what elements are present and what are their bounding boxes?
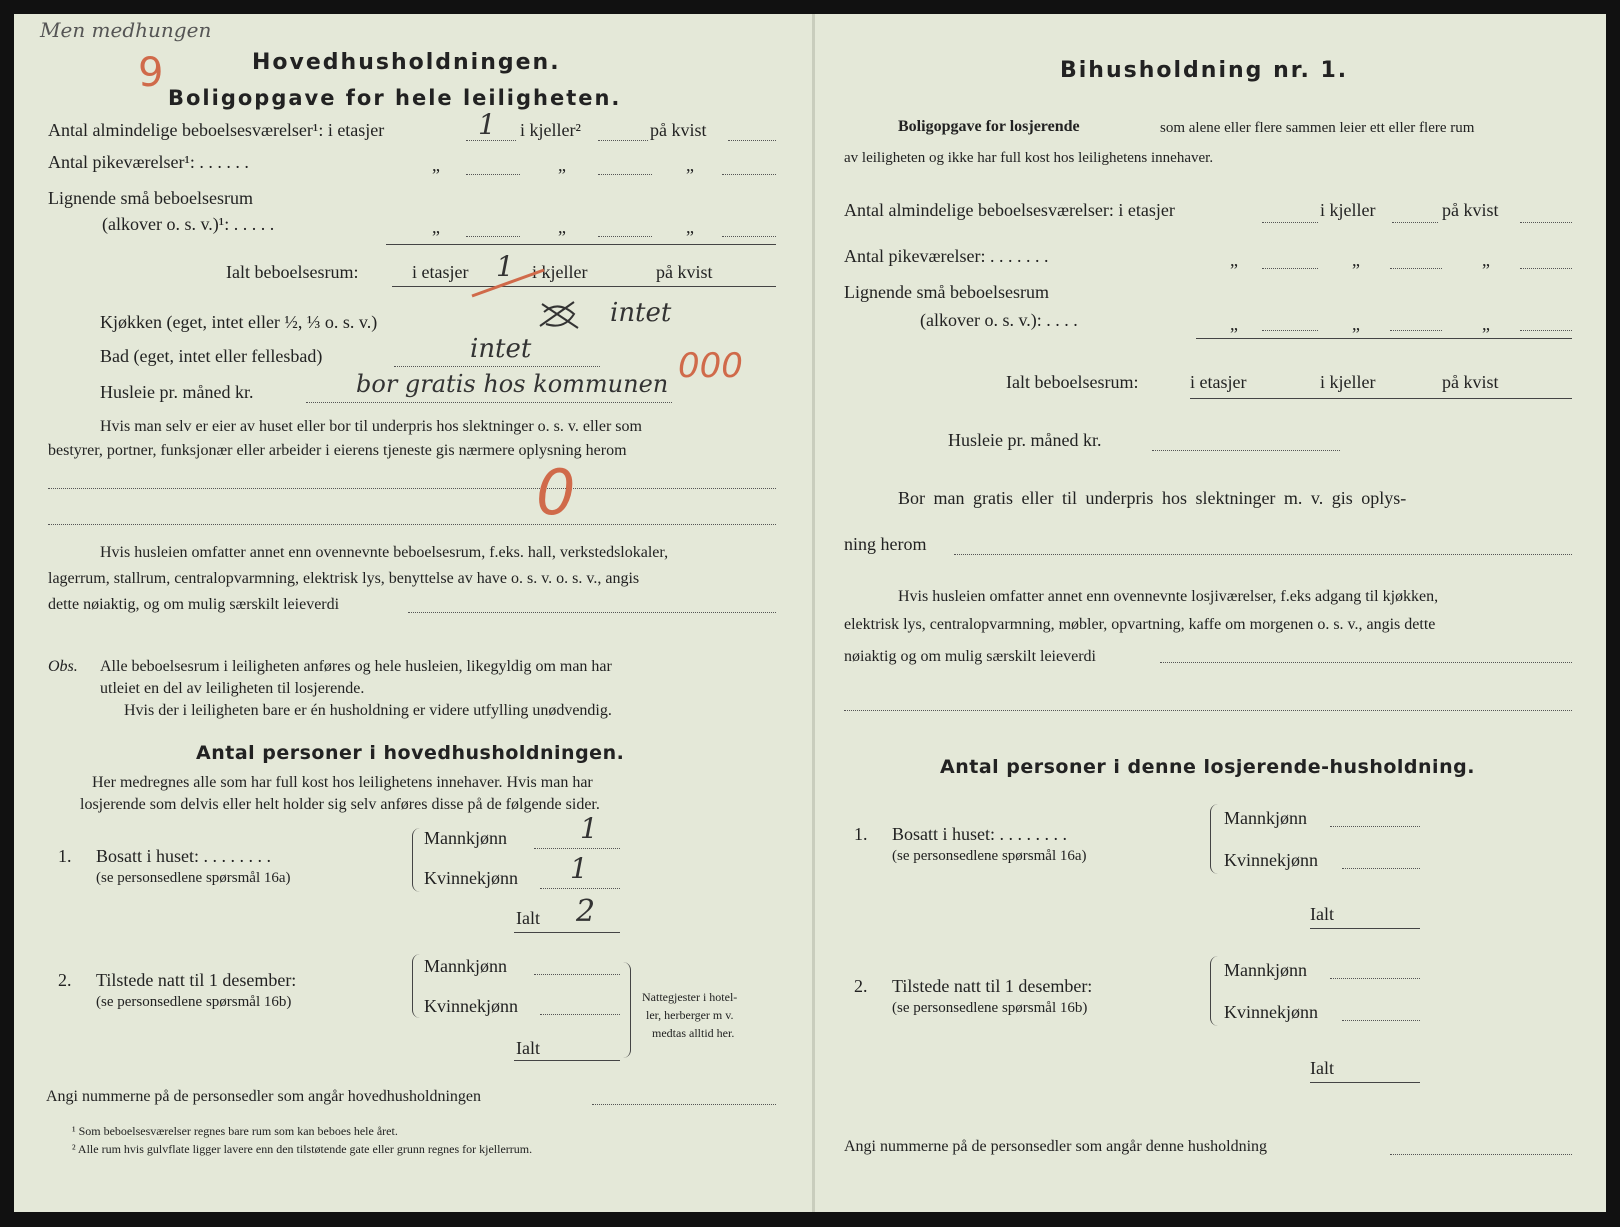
right-q1-kvinne-label: Kvinnekjønn — [1224, 850, 1318, 870]
ditto-mark: „ — [1482, 314, 1490, 334]
right-q2-ialt-label: Ialt — [1310, 1058, 1334, 1078]
label-kjeller: i kjeller² — [520, 120, 581, 140]
q1-brace — [412, 828, 421, 892]
right-ialt-kvist: på kvist — [1442, 372, 1499, 392]
right-row2-label: Antal pikeværelser: . . . . . . . — [844, 246, 1049, 266]
field-alkover-kvist[interactable] — [722, 236, 776, 237]
right-ialt-etasjer: i etasjer — [1190, 372, 1247, 392]
angi-nummerne-text: Angi nummerne på de personsedler som angår hovedhusholdningen — [46, 1088, 482, 1105]
persons-desc-line1: Her medregnes alle som har full kost hos leilighetens innehaver. Hvis man har — [92, 774, 593, 791]
q1-ialt-field[interactable] — [514, 932, 620, 933]
ditto-mark: „ — [432, 217, 440, 237]
q2-mann-label: Mannkjønn — [424, 956, 507, 976]
handwritten-note-topleft: Men medhungen — [40, 18, 212, 42]
obs-line1: Alle beboelsesrum i leiligheten anføres og hele husleien, likegyldig om man har — [100, 658, 612, 675]
eier-text-line1: Hvis man selv er eier av huset eller bor til underpris hos slektninger o. s. v. eller som — [100, 418, 642, 435]
gratis-line1: Bor man gratis eller til underpris hos slektninger m. v. gis oplys- — [898, 488, 1407, 508]
obs-line2: utleiet en del av leiligheten til losjerende. — [100, 680, 365, 697]
q1-mann-label: Mannkjønn — [424, 828, 507, 848]
persons-section-title: Antal personer i hovedhusholdningen. — [196, 742, 625, 764]
right-angi-nummerne-text: Angi nummerne på de personsedler som angår denne husholdning — [844, 1138, 1268, 1155]
footnote-1: ¹ Som beboelsesværelser regnes bare rum som kan beboes hele året. — [72, 1124, 398, 1138]
right-row3-label: Lignende små beboelsesrum — [844, 282, 1049, 302]
right-q2-kvinne-label: Kvinnekjønn — [1224, 1002, 1318, 1022]
bad-value: intet — [470, 334, 532, 364]
field-angi-nummerne[interactable] — [592, 1104, 776, 1105]
row-almindelige-label: Antal almindelige beboelsesværelser¹: i etasjer — [48, 120, 385, 140]
obs-prefix: Obs. — [48, 658, 78, 675]
right-field-alkover-kvist[interactable] — [1520, 330, 1572, 331]
persons-desc-line2: losjerende som delvis eller helt holder sig selv anføres disse på de følgende sider. — [80, 796, 600, 813]
right-field-pike-kvist[interactable] — [1520, 268, 1572, 269]
right-q1-sublabel: (se personsedlene spørsmål 16a) — [892, 848, 1087, 864]
right-field-angi-nummerne[interactable] — [1390, 1154, 1572, 1155]
ialt-underline — [392, 286, 776, 287]
right-omfatter-line1: Hvis husleien omfatter annet enn ovennevnte losjiværelser, f.eks adgang til kjøkken, — [898, 588, 1439, 605]
right-row1-label: Antal almindelige beboelsesværelser: i etasjer — [844, 200, 1175, 220]
value-etasjer: 1 — [478, 108, 496, 141]
omfatter-line1: Hvis husleien omfatter annet enn ovennevnte beboelsesrum, f.eks. hall, verkstedslokaler, — [100, 544, 669, 561]
right-q1-number: 1. — [854, 824, 868, 844]
q1-kvinne-field[interactable] — [540, 888, 620, 889]
q2-mann-field[interactable] — [534, 974, 620, 975]
row-lignende-label: Lignende små beboelsesrum — [48, 188, 253, 208]
q2-sublabel: (se personsedlene spørsmål 16b) — [96, 994, 292, 1010]
intro-rest: som alene eller flere sammen leier ett eller flere rum — [1160, 120, 1475, 136]
field-alkover-kjeller[interactable] — [598, 236, 652, 237]
right-q2-mann-label: Mannkjønn — [1224, 960, 1307, 980]
page-fold — [812, 14, 815, 1212]
q2-right-brace — [622, 962, 631, 1058]
field-alkover-etasjer[interactable] — [466, 236, 520, 237]
right-field-alkover-kjeller[interactable] — [1390, 330, 1442, 331]
right-q2-kvinne-field[interactable] — [1342, 1020, 1420, 1021]
bad-label: Bad (eget, intet eller fellesbad) — [100, 346, 323, 366]
omfatter-line3: dette nøiaktig, og om mulig særskilt leieverdi — [48, 596, 340, 613]
ialt-kvist-label: på kvist — [656, 262, 713, 282]
omfatter-line2: lagerrum, stallrum, centralopvarmning, elektrisk lys, benyttelse av have o. s. v. o. s. v., angis — [48, 570, 640, 587]
husleie-value: bor gratis hos kommunen — [356, 370, 669, 398]
right-field-kjeller[interactable] — [1392, 222, 1438, 223]
right-q1-mann-label: Mannkjønn — [1224, 808, 1307, 828]
page-subtitle: Boligopgave for hele leiligheten. — [168, 86, 622, 110]
field-kjeller[interactable] — [598, 140, 648, 141]
gratis-line2: ning herom — [844, 534, 927, 554]
field-leieverdi[interactable] — [408, 612, 776, 613]
q1-mann-value: 1 — [580, 812, 598, 845]
right-field-gratis[interactable] — [954, 554, 1572, 555]
q2-kvinne-field[interactable] — [540, 1014, 620, 1015]
right-field-pike-kjeller[interactable] — [1390, 268, 1442, 269]
right-q2-brace — [1210, 956, 1219, 1026]
right-sum-rule — [1196, 338, 1572, 339]
eier-text-line2: bestyrer, portner, funksjonær eller arbeider i eierens tjeneste gis nærmere oplysning herom — [48, 442, 627, 459]
crossed-out-mark — [534, 296, 584, 336]
q2-ialt-field[interactable] — [514, 1060, 620, 1061]
right-field-husleie[interactable] — [1152, 450, 1340, 451]
ialt-etasjer-value: 1 — [496, 250, 514, 283]
kjokken-value: intet — [610, 298, 672, 328]
sum-rule — [386, 244, 776, 245]
ditto-mark: „ — [1352, 314, 1360, 334]
right-persons-title: Antal personer i denne losjerende-husholdning. — [940, 756, 1475, 778]
q1-ialt-label: Ialt — [516, 908, 540, 928]
ditto-mark: „ — [1482, 250, 1490, 270]
right-field-alkover-etasjer[interactable] — [1262, 330, 1318, 331]
right-q2-mann-field[interactable] — [1330, 978, 1420, 979]
q2-brace — [412, 954, 421, 1018]
red-number-annotation: 9 — [138, 50, 164, 96]
field-pike-kvist[interactable] — [722, 174, 776, 175]
red-annotation-000: 000 — [678, 346, 743, 386]
q2-kvinne-label: Kvinnekjønn — [424, 996, 518, 1016]
right-ialt-underline — [1190, 398, 1572, 399]
ditto-mark: „ — [1230, 314, 1238, 334]
footnote-2: ² Alle rum hvis gulvflate ligger lavere enn den tilstøtende gate eller grunn regnes for kjellerrum. — [72, 1142, 533, 1156]
ialt-etasjer-label: i etasjer — [412, 262, 469, 282]
nattegjester-note-line2: ler, herberger m v. — [646, 1008, 734, 1022]
ditto-mark: „ — [558, 217, 566, 237]
ditto-mark: „ — [1230, 250, 1238, 270]
right-field-leieverdi-2[interactable] — [844, 710, 1572, 711]
right-q1-brace — [1210, 804, 1219, 874]
red-zero-annotation: 0 — [536, 456, 576, 529]
husleie-label: Husleie pr. måned kr. — [100, 382, 254, 402]
q2-ialt-label: Ialt — [516, 1038, 540, 1058]
intro-bold: Boligopgave for losjerende — [898, 118, 1080, 135]
right-field-pike-etasjer[interactable] — [1262, 268, 1318, 269]
right-q1-label: Bosatt i huset: . . . . . . . . — [892, 824, 1067, 844]
field-pike-kjeller[interactable] — [598, 174, 652, 175]
field-eier-oplysning[interactable] — [48, 488, 776, 489]
label-kvist: på kvist — [650, 120, 707, 140]
right-q2-label: Tilstede natt til 1 desember: — [892, 976, 1093, 996]
right-q1-kvinne-field[interactable] — [1342, 868, 1420, 869]
field-kvist[interactable] — [728, 140, 776, 141]
field-eier-oplysning-2[interactable] — [48, 524, 776, 525]
q1-kvinne-value: 1 — [570, 852, 588, 885]
q2-label: Tilstede natt til 1 desember: — [96, 970, 297, 990]
q1-mann-field[interactable] — [534, 848, 620, 849]
right-q2-number: 2. — [854, 976, 868, 996]
field-pike-etasjer[interactable] — [466, 174, 520, 175]
right-page-title: Bihusholdning nr. 1. — [1060, 58, 1349, 83]
field-husleie[interactable] — [306, 402, 672, 403]
q1-label: Bosatt i huset: . . . . . . . . — [96, 846, 271, 866]
right-q1-ialt-field[interactable] — [1310, 928, 1420, 929]
right-husleie-label: Husleie pr. måned kr. — [948, 430, 1102, 450]
right-field-kvist[interactable] — [1520, 222, 1572, 223]
q2-number: 2. — [58, 970, 72, 990]
nattegjester-note-line1: Nattegjester i hotel- — [642, 990, 738, 1004]
right-omfatter-line2: elektrisk lys, centralopvarmning, møbler, opvartning, kaffe om morgenen o. s. v., angis dette — [844, 616, 1436, 633]
q1-ialt-value: 2 — [576, 894, 596, 929]
ialt-beboelsesrum-label: Ialt beboelsesrum: — [226, 262, 359, 282]
q1-number: 1. — [58, 846, 72, 866]
right-ialt-label: Ialt beboelsesrum: — [1006, 372, 1139, 392]
right-omfatter-line3: nøiaktig og om mulig særskilt leieverdi — [844, 648, 1096, 665]
nattegjester-note-line3: medtas alltid her. — [652, 1026, 735, 1040]
right-q2-ialt-field[interactable] — [1310, 1082, 1420, 1083]
ditto-mark: „ — [558, 155, 566, 175]
q1-kvinne-label: Kvinnekjønn — [424, 868, 518, 888]
row-pikevaerelser-label: Antal pikeværelser¹: . . . . . . — [48, 152, 249, 172]
ditto-mark: „ — [1352, 250, 1360, 270]
right-q2-sublabel: (se personsedlene spørsmål 16b) — [892, 1000, 1088, 1016]
q1-sublabel: (se personsedlene spørsmål 16a) — [96, 870, 291, 886]
kjokken-label: Kjøkken (eget, intet eller ½, ⅓ o. s. v.) — [100, 312, 378, 332]
right-ialt-kjeller: i kjeller — [1320, 372, 1376, 392]
right-label-kvist: på kvist — [1442, 200, 1499, 220]
row-alkover-label: (alkover o. s. v.)¹: . . . . . — [102, 214, 275, 234]
ditto-mark: „ — [686, 217, 694, 237]
right-field-etasjer[interactable] — [1262, 222, 1318, 223]
ialt-kjeller-label: i kjeller — [532, 262, 588, 282]
obs-line3: Hvis der i leiligheten bare er én husholdning er videre utfylling unødvendig. — [124, 702, 612, 719]
right-row3-label2: (alkover o. s. v.): . . . . — [920, 310, 1078, 330]
right-field-leieverdi[interactable] — [1160, 662, 1572, 663]
right-q1-mann-field[interactable] — [1330, 826, 1420, 827]
ditto-mark: „ — [432, 155, 440, 175]
field-bad[interactable] — [394, 366, 600, 367]
right-label-kjeller: i kjeller — [1320, 200, 1376, 220]
right-q1-ialt-label: Ialt — [1310, 904, 1334, 924]
intro-line2: av leiligheten og ikke har full kost hos leilighetens innehaver. — [844, 150, 1214, 166]
ditto-mark: „ — [686, 155, 694, 175]
page-title: Hovedhusholdningen. — [252, 50, 561, 75]
